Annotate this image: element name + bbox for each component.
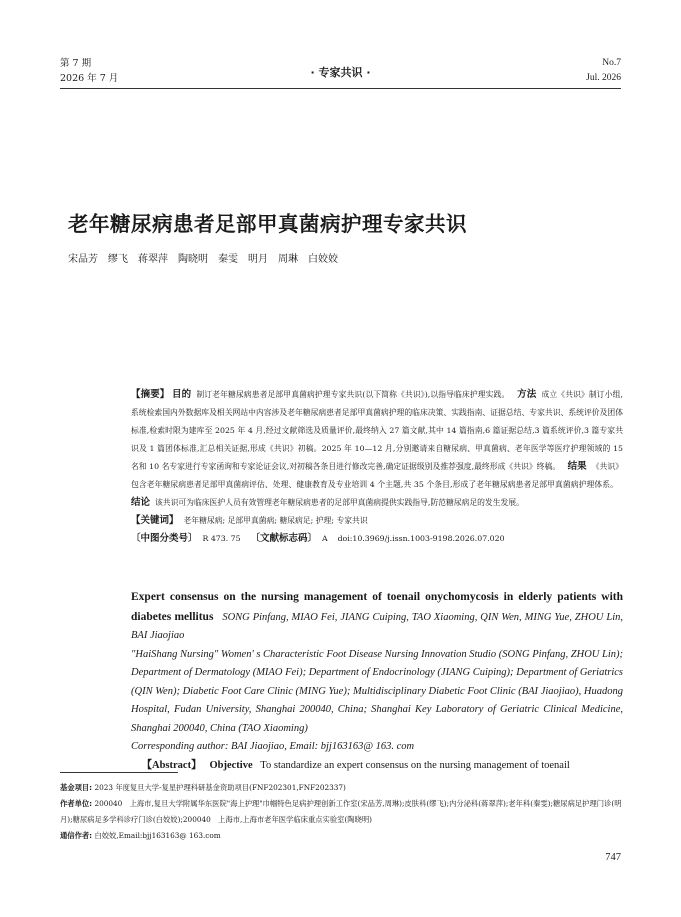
author-list: 宋品芳 缪飞 蒋翠萍 陶晓明 秦雯 明月 周琳 白姣姣 — [68, 254, 338, 265]
objective-text: 制订老年糖尿病患者足部甲真菌病护理专家共识(以下简称《共识》),以指导临床护理实践。 — [196, 390, 510, 399]
results-text: 《共识》包含老年糖尿病患者足部甲真菌病评估、处理、健康教育及专业培训 4 个主题,共 35 个条目,形成了老年糖尿病患者足部甲真菌病护理体系。 — [131, 462, 623, 489]
footnote-rule — [60, 772, 178, 773]
date-cn: 2026 年 7 月 — [60, 73, 119, 84]
header-right — [586, 56, 621, 86]
corr-label: 通信作者: — [60, 831, 93, 840]
doc-code-value: A — [322, 534, 328, 543]
english-title-authors — [131, 588, 623, 646]
page-number: 747 — [605, 852, 621, 863]
conclusion-text: 该共识可为临床医护人员有效管理老年糖尿病患者的足部甲真菌病提供实践指导,防范糖尿病足的发生发展。 — [154, 498, 524, 507]
corr-text: 白姣姣,Email:bjj163163@ 163.com — [94, 831, 221, 840]
issue-cn: 第 7 期 — [60, 58, 92, 69]
footnotes — [60, 780, 622, 844]
english-authors: SONG Pinfang, MIAO Fei, JIANG Cuiping, TAO Xiaoming, QIN Wen, MING Yue, ZHOU Lin, BAI Jiaojiao — [131, 611, 623, 641]
section-label: · 专家共识 · — [310, 66, 371, 79]
chinese-abstract — [131, 386, 623, 548]
unit-note — [60, 796, 622, 828]
fund-note — [60, 780, 622, 796]
english-corresponding: Corresponding author: BAI Jiaojiao, Email: bjj163163@ 163. com — [131, 741, 415, 752]
fund-label: 基金项目: — [60, 783, 93, 792]
unit-text: 200040 上海市,复旦大学附属华东医院"海上护理"巾帼特色足病护理创新工作室(宋品芳,周琳);皮肤科(缪飞);内分泌科(蒋翠萍);老年科(秦雯);糖尿病足护理门诊(明月);糖尿病足多学科诊疗门诊(白姣姣);200040 上海市,上海市老年医学临床重点实验室(陶晓明) — [60, 799, 622, 824]
classification-line — [131, 530, 623, 548]
english-title: Expert consensus on the nursing management of toenail onychomycosis in elderly patients with diabetes mellitus — [131, 591, 623, 623]
methods-label: 方法 — [517, 389, 537, 400]
clc-value: R 473. 75 — [202, 534, 241, 543]
article-title: 老年糖尿病患者足部甲真菌病护理专家共识 — [68, 212, 467, 236]
clc-label: 〔中图分类号〕 — [131, 533, 198, 544]
results-label: 结果 — [567, 461, 587, 472]
abstract-label: 【摘要】 — [131, 389, 170, 400]
issue-en: No.7 — [602, 58, 621, 68]
keywords-text: 老年糖尿病; 足部甲真菌病; 糖尿病足; 护理; 专家共识 — [183, 516, 368, 525]
english-affiliation: "HaiShang Nursing" Women' s Characteristic Foot Disease Nursing Innovation Studio (SONG Pinfang, ZHOU Lin); Department of Dermatology (MIAO Fei); Department of Endocrinology (JIANG Cuiping); Department of Geriatrics (QIN Wen); Diabetic Foot Care Clinic (MING Yue); Multidisciplinary Diabetic Foot Clinic (BAI Jiaojiao), Huadong Hospital, Fudan University, Shanghai 200040, China; Shanghai Key Laboratory of Geriatric Clinical Medicine, Shanghai 200040, China (TAO Xiaoming) — [131, 648, 623, 734]
keywords-label: 【关键词】 — [131, 515, 179, 526]
doc-code-label: 〔文献标志码〕 — [250, 533, 318, 544]
unit-label: 作者单位: — [60, 799, 93, 808]
fund-text: 2023 年度复旦大学-复星护理科研基金资助项目(FNF202301,FNF202337) — [94, 783, 346, 792]
doi: doi:10.3969/j.issn.1003-9198.2026.07.020 — [337, 534, 505, 543]
english-objective-label: Objective — [209, 759, 253, 771]
keywords-line — [131, 512, 623, 530]
header-rule — [60, 88, 621, 89]
abstract-body — [131, 386, 623, 512]
english-abstract-start — [131, 757, 623, 776]
english-abstract — [131, 588, 623, 775]
english-objective-text: To standardize an expert consensus on the nursing management of toenail — [260, 759, 570, 771]
methods-text: 成立《共识》制订小组,系统检索国内外数据库及相关网站中内容涉及老年糖尿病患者足部甲真菌病护理的临床决策、实践指南、证据总结、专家共识、系统评价及团体标准,检索时限为建库至 2025 年 4 月,经过文献筛选及质量评价,最终纳入 27 篇文献,其中 14 篇指南,6 篇证据总结,3 篇系统评价,3 篇专家共识及 1 篇团体标准,汇总相关证据,形成《共识》初稿。2025 年 10—12 月,分别邀请来自糖尿病、甲真菌病、老年医学等医疗护理领域的 15 名和 10 名专家进行专家函询和专家论证会议,对初稿各条目进行修改完善,确定证据级别及推荐强度,最终形成《共识》终稿。 — [131, 390, 623, 471]
corr-note — [60, 828, 622, 844]
conclusion-label: 结论 — [131, 497, 151, 508]
english-abstract-label: 【Abstract】 — [141, 759, 202, 771]
date-en: Jul. 2026 — [586, 73, 621, 83]
objective-label: 目的 — [172, 389, 192, 400]
